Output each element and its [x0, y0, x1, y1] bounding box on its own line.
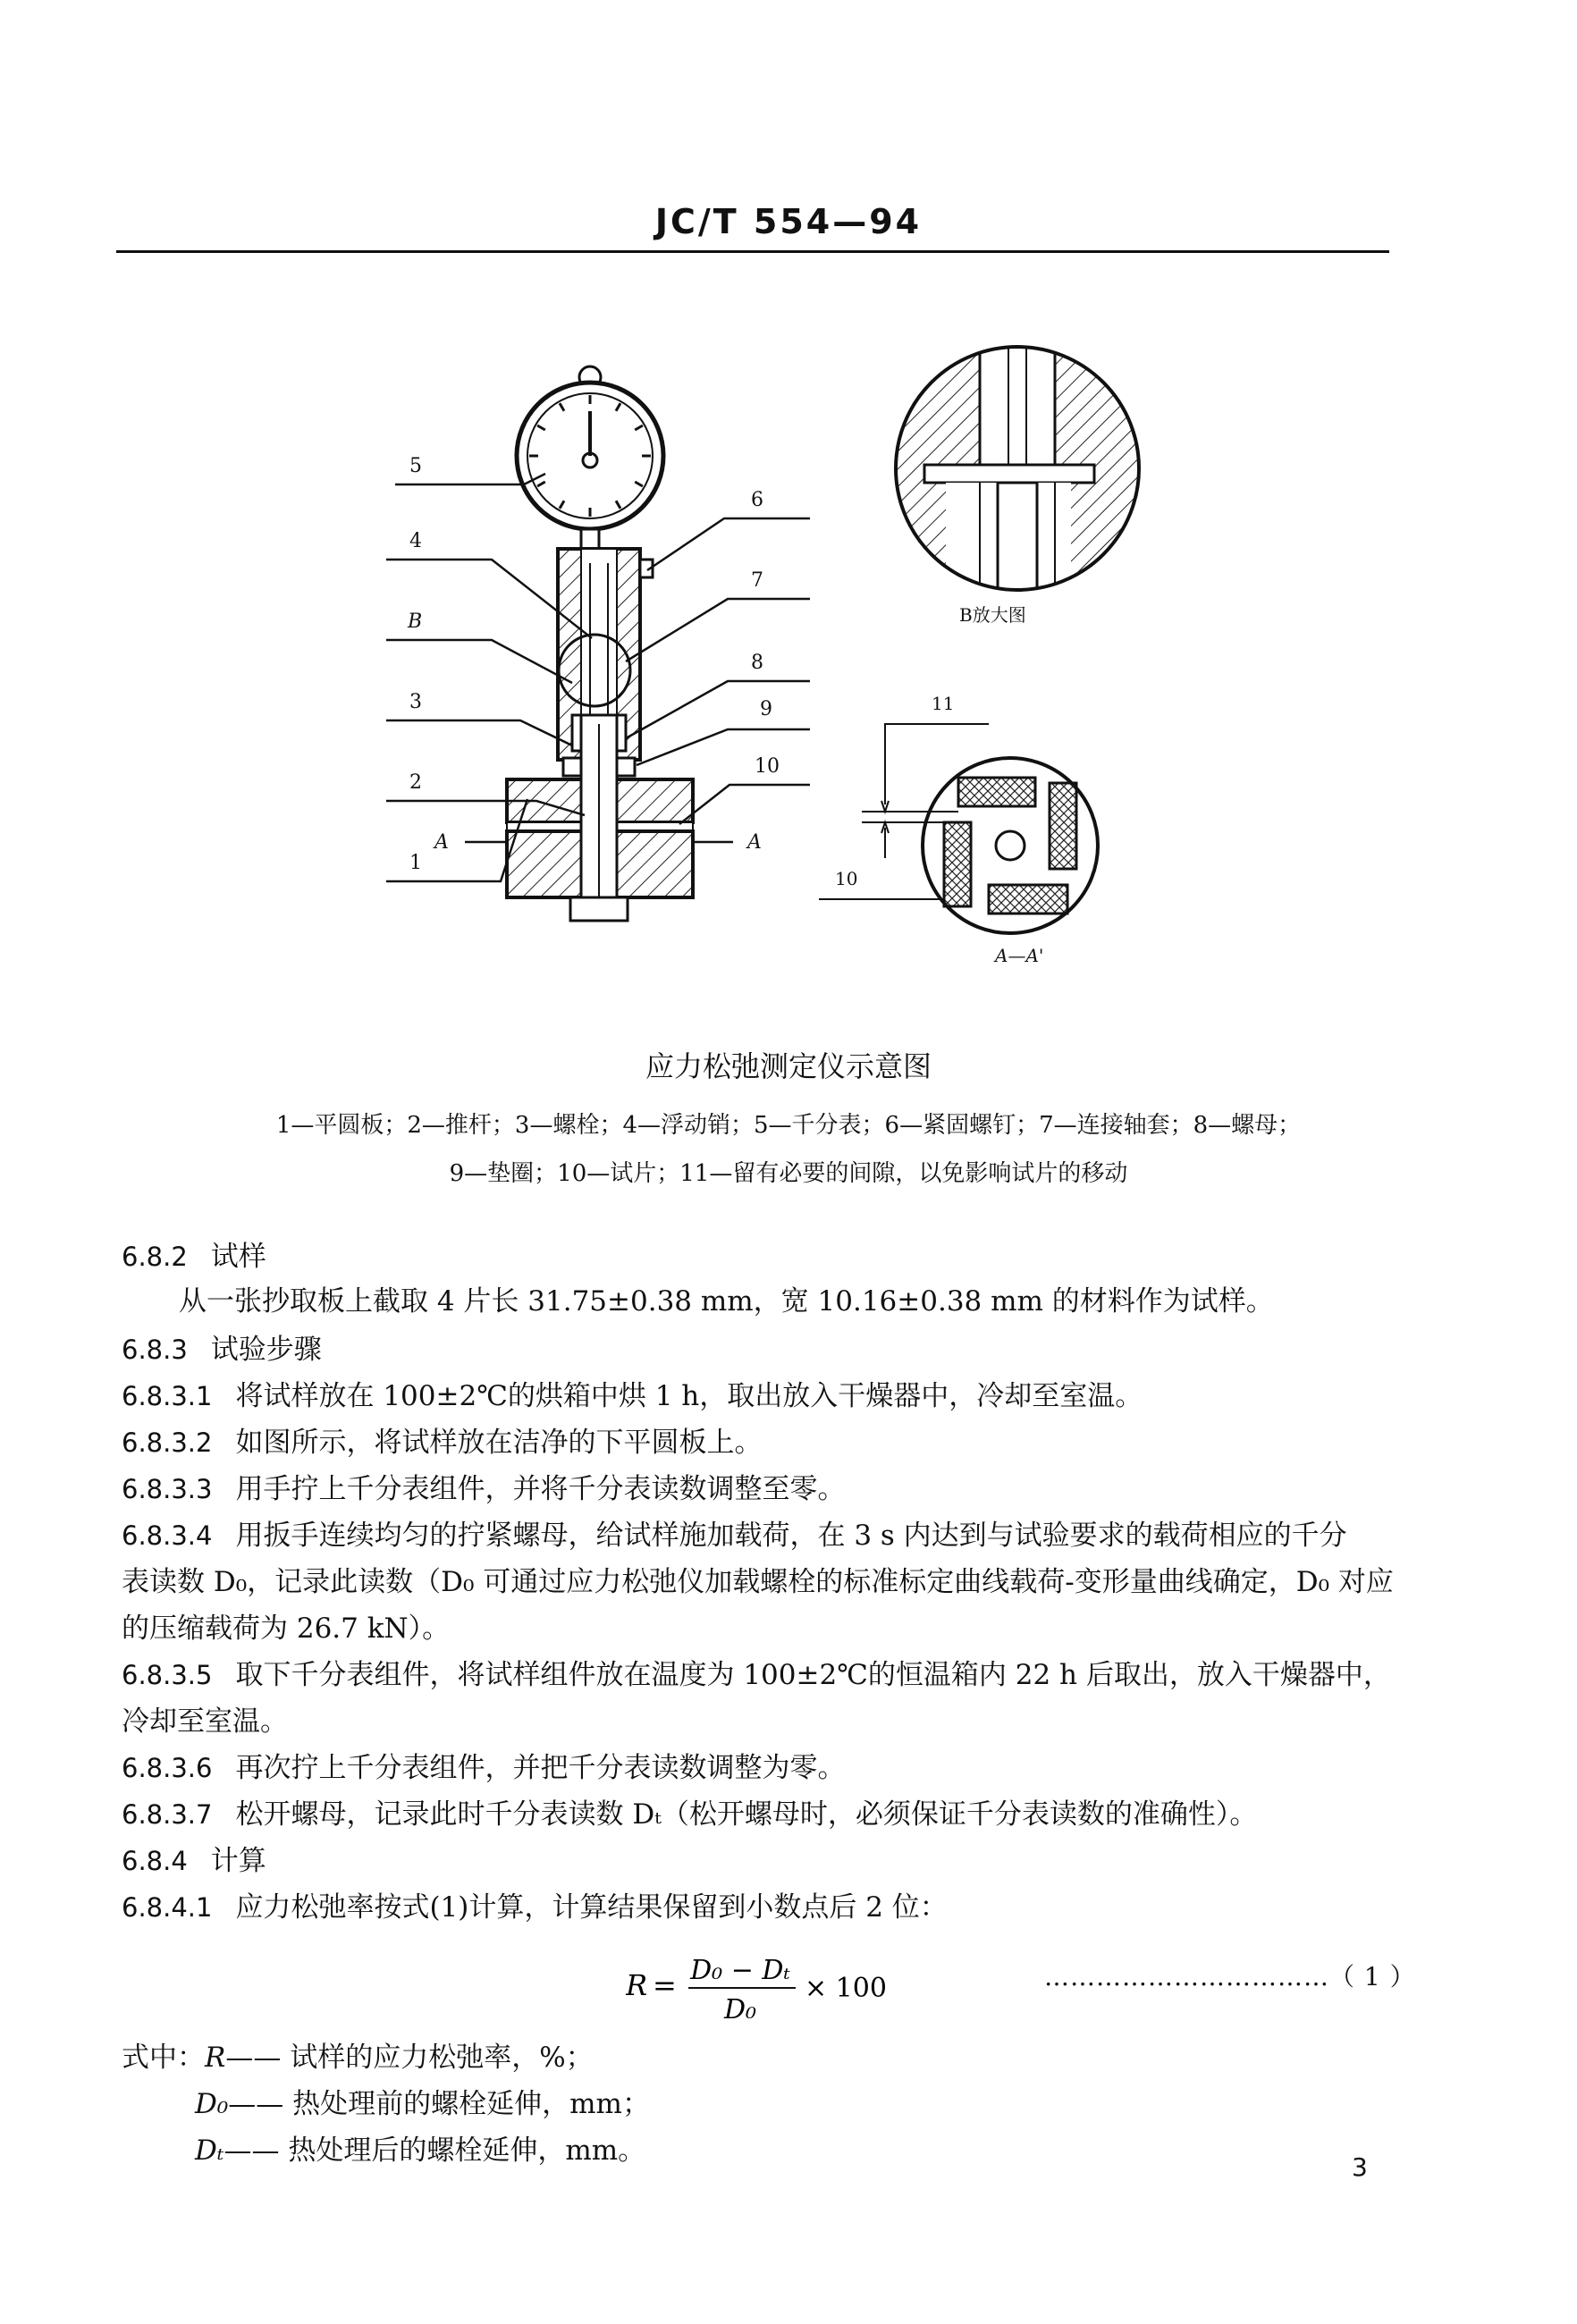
- header-rule: [116, 250, 1389, 253]
- clause-6-8-3-6: 6.8.3.6 再次拧上千分表组件，并把千分表读数调整为零。: [122, 1752, 846, 1784]
- formula-numerator: D₀ − Dₜ: [690, 1955, 790, 1986]
- svg-text:=: =: [653, 1968, 677, 2002]
- clause-6-8-3-1: 6.8.3.1 将试样放在 100±2℃的烘箱中烘 1 h，取出放入干燥器中，冷却至室温。: [122, 1380, 1143, 1412]
- clause-6-8-3-5: 6.8.3.5 取下千分表组件，将试样组件放在温度为 100±2℃的恒温箱内 22 h 后取出，放入干燥器中，: [122, 1659, 1391, 1691]
- callout-A-right: A: [747, 831, 762, 854]
- figure-legend-line1: 1—平圆板；2—推杆；3—螺栓；4—浮动销；5—千分表；6—紧固螺钉；7—连接轴套；8—螺母；: [275, 1112, 1302, 1139]
- formula-lhs: R: [626, 1968, 648, 2002]
- clause-6-8-3-3: 6.8.3.3 用手拧上千分表组件，并将千分表读数调整至零。: [122, 1473, 846, 1505]
- callout-10: 10: [755, 755, 780, 778]
- standard-code: JC/T 554—94: [654, 202, 923, 241]
- callout-10-section: 10: [835, 868, 858, 889]
- formula-denominator: D₀: [723, 1994, 757, 2025]
- clause-6-8-3-7: 6.8.3.7 松开螺母，记录此时千分表读数 Dₜ（松开螺母时，必须保证千分表读数的准确性）。: [122, 1798, 1258, 1831]
- callout-3: 3: [409, 691, 422, 713]
- clause-6-8-2-text: 从一张抄取板上截取 4 片长 31.75±0.38 mm，宽 10.16±0.38 mm 的材料作为试样。: [179, 1285, 1274, 1318]
- where-item-d0: D₀—— 热处理前的螺栓延伸，mm；: [195, 2088, 650, 2120]
- where-intro: 式中：: [122, 2042, 205, 2074]
- clause-6-8-3: 6.8.3 试验步骤: [122, 1334, 322, 1366]
- apparatus-figure: [0, 340, 1577, 1037]
- callout-8: 8: [751, 652, 763, 674]
- callout-2: 2: [409, 771, 422, 794]
- callout-B: B: [408, 610, 423, 633]
- clause-6-8-4-1: 6.8.4.1 应力松弛率按式(1)计算，计算结果保留到小数点后 2 位：: [122, 1891, 948, 1924]
- section-label: A—A': [995, 945, 1044, 966]
- clause-6-8-4: 6.8.4 计算: [122, 1845, 266, 1877]
- clause-6-8-2: 6.8.2 试样: [122, 1241, 266, 1273]
- callout-7: 7: [751, 569, 763, 592]
- callout-4: 4: [409, 530, 422, 552]
- callout-1: 1: [409, 852, 422, 874]
- callout-6: 6: [751, 489, 763, 511]
- callout-A-left: A: [434, 831, 449, 854]
- where-item-r: 式中：R—— 试样的应力松弛率，%；: [122, 2042, 594, 2074]
- callout-5: 5: [409, 455, 422, 477]
- dial-gauge: [517, 366, 663, 549]
- clause-6-8-3-2: 6.8.3.2 如图所示，将试样放在洁净的下平圆板上。: [122, 1427, 763, 1459]
- detail-b-label: B放大图: [959, 604, 1026, 626]
- clause-6-8-3-4: 6.8.3.4 用扳手连续均匀的拧紧螺母，给试样施加载荷，在 3 s 内达到与试验要求的载荷相应的千分: [122, 1520, 1347, 1552]
- clause-6-8-3-4-cont1: 表读数 D₀，记录此读数（D₀ 可通过应力松弛仪加载螺栓的标准标定曲线载荷-变形量曲线确定，D₀ 对应: [122, 1566, 1394, 1598]
- figure-title: 应力松弛测定仪示意图: [645, 1049, 932, 1083]
- formula-multiplier: × 100: [805, 1973, 887, 2004]
- section-a-a: [819, 693, 1098, 966]
- formula-leader: ……………………………: [1044, 1962, 1329, 1991]
- formula-number: （ 1 ）: [1329, 1962, 1416, 1991]
- figure-legend-line2: 9—垫圈；10—试片；11—留有必要的间隙，以免影响试片的移动: [449, 1160, 1128, 1187]
- detail-b: [894, 340, 1144, 626]
- clause-6-8-3-5-cont: 冷却至室温。: [122, 1705, 288, 1738]
- where-item-dt: Dₜ—— 热处理后的螺栓延伸，mm。: [195, 2135, 646, 2167]
- bolt-head: [570, 897, 628, 921]
- callout-9: 9: [760, 698, 772, 720]
- formula-number-line: [1044, 1958, 1416, 1993]
- page-number: 3: [1352, 2152, 1368, 2182]
- clause-6-8-3-4-cont2: 的压缩载荷为 26.7 kN）。: [122, 1612, 451, 1645]
- callout-11: 11: [932, 693, 955, 714]
